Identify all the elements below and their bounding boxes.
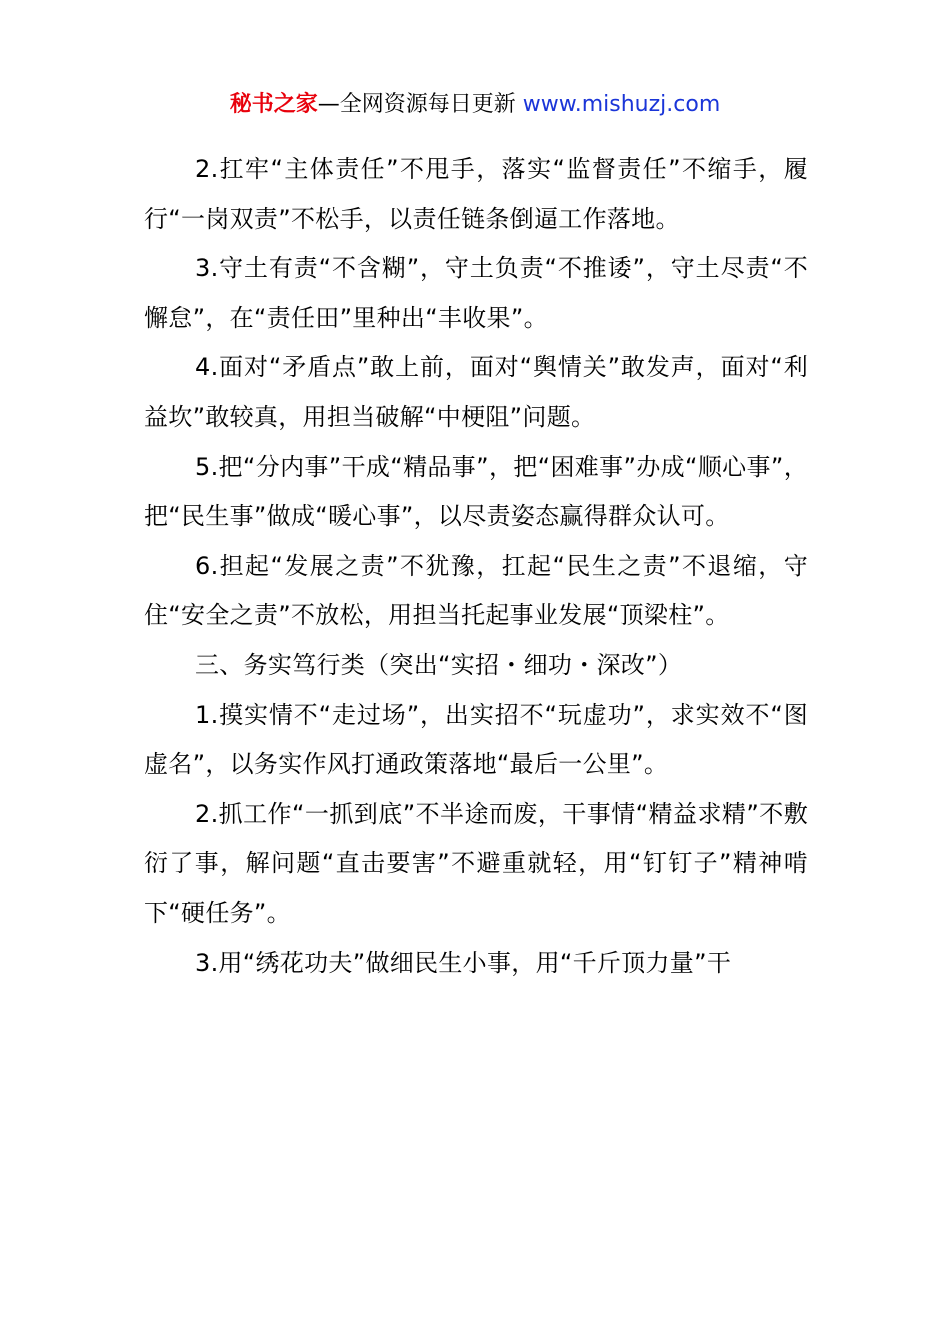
document-body <box>144 145 808 988</box>
site-url: www.mishuzj.com <box>522 92 721 117</box>
paragraph: 3.用“绣花功夫”做细民生小事，用“千斤顶力量”干 <box>195 948 732 977</box>
header-tagline: —全网资源每日更新 <box>317 92 523 117</box>
paragraph: 1.摸实情不“走过场”，出实招不“玩虚功”，求实效不“图虚名”，以务实作风打通政策落地“最后一公里”。 <box>144 700 808 779</box>
paragraph: 4.面对“矛盾点”敢上前，面对“舆情关”敢发声，面对“利益坎”敢较真，用担当破解“中梗阻”问题。 <box>144 353 808 431</box>
brand-name: 秘书之家 <box>229 92 318 117</box>
paragraph: 3.守土有责“不含糊”，守土负责“不推诿”，守土尽责“不懈怠”，在“责任田”里种出“丰收果”。 <box>144 254 808 332</box>
site-header <box>0 88 950 122</box>
paragraph: 2.扛牢“主体责任”不甩手，落实“监督责任”不缩手，履行“一岗双责”不松手，以责任链条倒逼工作落地。 <box>144 155 808 233</box>
section-heading: 三、务实笃行类（突出“实招・细功・深改”） <box>195 650 683 679</box>
paragraph: 2.抓工作“一抓到底”不半途而废，干事情“精益求精”不敷衍了事，解问题“直击要害”不避重就轻，用“钉钉子”精神啃下“硬任务”。 <box>144 799 808 927</box>
paragraph: 5.把“分内事”干成“精品事”，把“困难事”办成“顺心事”，把“民生事”做成“暖心事”，以尽责姿态赢得群众认可。 <box>144 452 808 531</box>
paragraph: 6.担起“发展之责”不犹豫，扛起“民生之责”不退缩，守住“安全之责”不放松，用担当托起事业发展“顶梁柱”。 <box>144 551 808 630</box>
